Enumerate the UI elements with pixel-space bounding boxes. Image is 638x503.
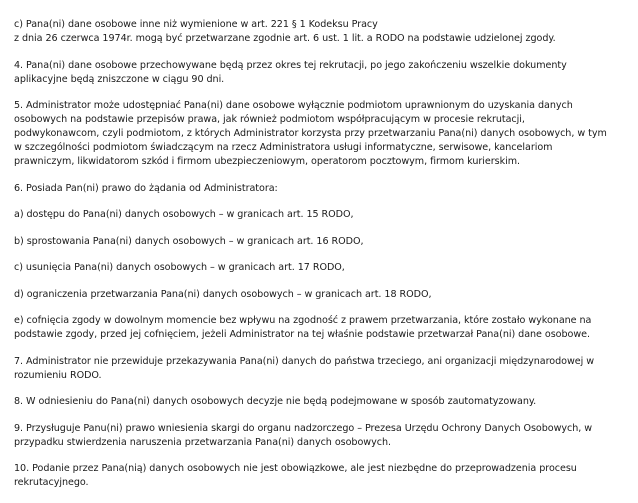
text-line: 6. Posiada Pan(ni) prawo do żądania od Administratora: (14, 182, 278, 194)
text-line: 7. Administrator nie przewiduje przekazywania Pana(ni) danych do państwa trzeciego, ani organizacji międzynarodowej w (14, 355, 595, 367)
rights-item-withdraw-consent (14, 314, 636, 342)
text-line: przypadku stwierdzenia naruszenia przetwarzania Pana(ni) danych osobowych. (14, 436, 391, 448)
text-line: c) usunięcia Pana(ni) danych osobowych – w granicach art. 17 RODO, (14, 262, 345, 273)
text-line: aplikacyjne będą zniszczone w ciągu 90 dni. (14, 73, 225, 85)
paragraph-7-third-country (14, 355, 636, 383)
text-line: 4. Pana(ni) dane osobowe przechowywane będą przez okres tej rekrutacji, po jego zakończeniu wszelkie dokumenty (14, 59, 567, 71)
paragraph-8-automated-decisions (14, 395, 636, 409)
rights-item-access (14, 208, 636, 222)
text-line: w szczególności podmiotom świadczącym na rzecz Administratora usługi informatyczne, serwisowe, kancelariom (14, 142, 553, 153)
paragraph-6-rights-intro (14, 182, 636, 196)
paragraph-9-complaint (14, 422, 636, 450)
document-body (14, 18, 636, 503)
paragraph-4-retention (14, 59, 636, 87)
text-line: a) dostępu do Pana(ni) danych osobowych – w granicach art. 15 RODO, (14, 209, 354, 220)
text-line: rozumieniu RODO. (14, 369, 102, 381)
text-line: 9. Przysługuje Panu(ni) prawo wniesienia skargi do organu nadzorczego – Prezesa Urzędu Ochrony Danych Osobowych, w (14, 422, 593, 434)
rights-item-restriction (14, 288, 636, 302)
text-line: z dnia 26 czerwca 1974r. mogą być przetwarzane zgodnie art. 6 ust. 1 lit. a RODO na podstawie udzielonej zgody. (14, 33, 556, 44)
text-line: podwykonawcom, czyli podmiotom, z których Administrator korzysta przy przetwarzaniu Pana(ni) danych osobowych, w tym (14, 128, 607, 139)
paragraph-5-recipients (14, 99, 636, 169)
rights-item-erasure (14, 261, 636, 275)
text-line: rekrutacyjnego. (14, 477, 89, 488)
rights-item-rectification (14, 235, 636, 249)
text-line: prawniczym, likwidatorom szkód i firmom ubezpieczeniowym, operatorom pocztowym, firmom kurierskim. (14, 156, 521, 167)
text-line: 10. Podanie przez Pana(nią) danych osobowych nie jest obowiązkowe, ale jest niezbędne do przeprowadzenia procesu (14, 463, 577, 474)
text-line: 8. W odniesieniu do Pana(ni) danych osobowych decyzje nie będą podejmowane w sposób zautomatyzowany. (14, 396, 537, 407)
text-line: e) cofnięcia zgody w dowolnym momencie bez wpływu na zgodność z prawem przetwarzania, które zostało wykonane na (14, 315, 592, 326)
text-line: d) ograniczenia przetwarzania Pana(ni) danych osobowych – w granicach art. 18 RODO, (14, 288, 432, 300)
text-line: podstawie zgody, przed jej cofnięciem, jeżeli Administrator na tej właśnie podstawie przetwarzał Pana(ni) dane osobowe. (14, 329, 591, 340)
paragraph-c-consent (14, 18, 636, 46)
text-line: c) Pana(ni) dane osobowe inne niż wymienione w art. 221 § 1 Kodeksu Pracy (14, 19, 378, 30)
text-line: b) sprostowania Pana(ni) danych osobowych – w granicach art. 16 RODO, (14, 235, 364, 247)
text-line: 5. Administrator może udostępniać Pana(ni) dane osobowe wyłącznie podmiotom uprawnionym do uzyskania danych (14, 100, 573, 111)
text-line: osobowych na podstawie przepisów prawa, jak również podmiotom współpracującym w procesie rekrutacji, (14, 114, 525, 125)
paragraph-10-voluntary (14, 462, 636, 490)
